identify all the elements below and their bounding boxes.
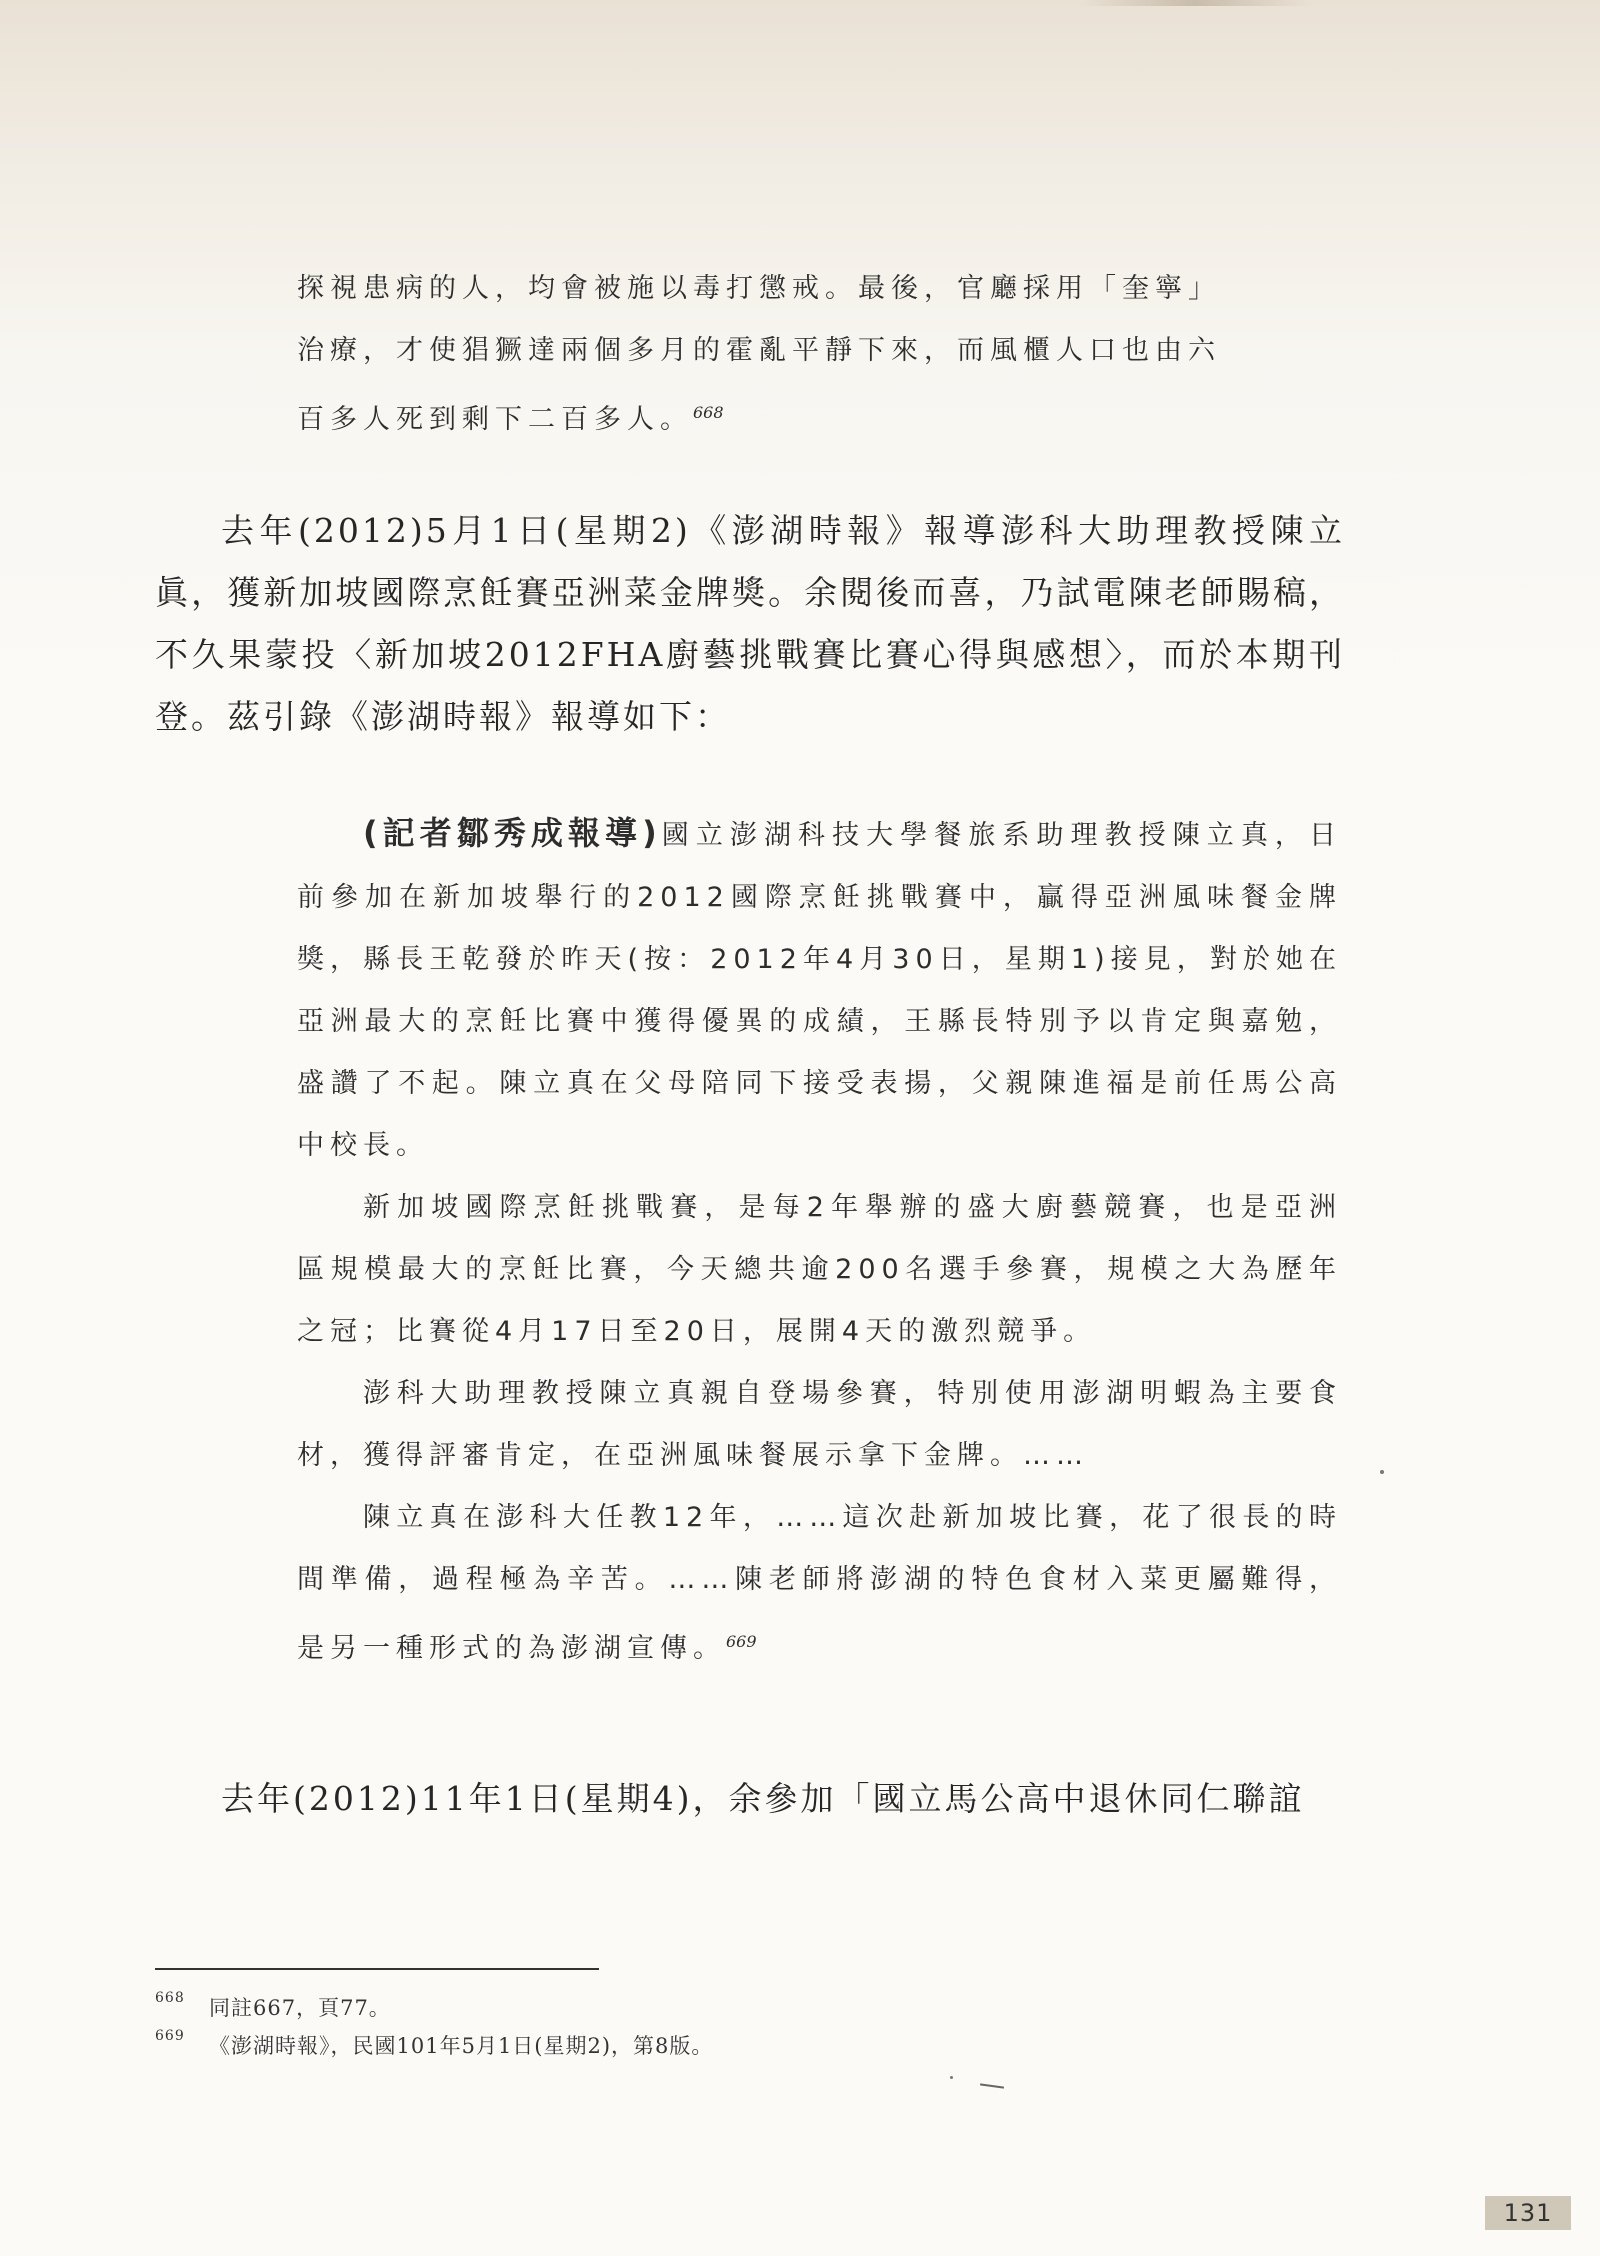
- footnote-number: 669: [155, 2028, 185, 2044]
- scan-speck: [980, 2083, 1004, 2088]
- news-quote-paragraph: [297, 1487, 1342, 1680]
- footnote-ref-668: 668: [693, 403, 724, 422]
- body-paragraph-2: 去年(2012)11年1日(星期4)，余參加「國立馬公高中退休同仁聯誼: [221, 1779, 1305, 1818]
- intro-quote-line-text: 百多人死到剩下二百多人。: [297, 404, 693, 435]
- news-quote-paragraph: [297, 802, 1342, 1177]
- footnote-668: [155, 1992, 391, 2022]
- page-number: 131: [1485, 2196, 1571, 2230]
- footnote-divider: [155, 1968, 599, 1970]
- body-paragraph-1: 去年(2012)5月1日(星期2)《澎湖時報》報導澎科大助理教授陳立眞，獲新加坡國際烹飪賽亞洲菜金牌獎。余閱後而喜，乃試電陳老師賜稿，不久果蒙投〈新加坡2012FHA廚藝挑戰賽比賽心得與感想〉，而於本期刊登。茲引錄《澎湖時報》報導如下：: [155, 511, 1345, 736]
- scan-speck: [1380, 1470, 1384, 1474]
- footnote-text: 《澎湖時報》，民國101年5月1日(星期2)，第8版。: [209, 2034, 714, 2058]
- scan-speck: [950, 2076, 953, 2079]
- news-quote-text: 陳立真在澎科大任教12年，……這次赴新加坡比賽，花了很長的時間準備，過程極為辛苦。……陳老師將澎湖的特色食材入菜更屬難得，是另一種形式的為澎湖宣傳。: [297, 1502, 1342, 1664]
- footnote-ref-669: 669: [726, 1632, 757, 1651]
- reporter-credit: (記者鄒秀成報導): [363, 814, 661, 852]
- news-quote: [297, 802, 1342, 1680]
- footnote-text: 同註667，頁77。: [209, 1996, 391, 2020]
- intro-quote-line: 探視患病的人，均會被施以毒打懲戒。最後，官廳採用「奎寧」: [297, 273, 1221, 304]
- footnote-669: [155, 2030, 713, 2060]
- intro-quote-line: [297, 382, 1342, 451]
- news-quote-text: 國立澎湖科技大學餐旅系助理教授陳立真，日前參加在新加坡舉行的2012國際烹飪挑戰賽中，贏得亞洲風味餐金牌獎，縣長王乾發於昨天(按：2012年4月30日，星期1)接見，對於她在亞洲最大的烹飪比賽中獲得優異的成績，王縣長特別予以肯定與嘉勉，盛讚了不起。陳立真在父母陪同下接受表揚，父親陳進福是前任馬公高中校長。: [297, 820, 1342, 1161]
- intro-quote: [297, 258, 1342, 451]
- news-quote-paragraph: 新加坡國際烹飪挑戰賽，是每2年舉辦的盛大廚藝競賽，也是亞洲區規模最大的烹飪比賽，今天總共逾200名選手參賽，規模之大為歷年之冠；比賽從4月17日至20日，展開4天的激烈競爭。: [297, 1192, 1342, 1347]
- intro-quote-line: 治療，才使猖獗達兩個多月的霍亂平靜下來，而風櫃人口也由六: [297, 335, 1221, 366]
- top-edge-mark: [1080, 0, 1310, 6]
- footnote-number: 668: [155, 1990, 185, 2006]
- news-quote-paragraph: 澎科大助理教授陳立真親自登場參賽，特別使用澎湖明蝦為主要食材，獲得評審肯定，在亞洲風味餐展示拿下金牌。……: [297, 1378, 1342, 1471]
